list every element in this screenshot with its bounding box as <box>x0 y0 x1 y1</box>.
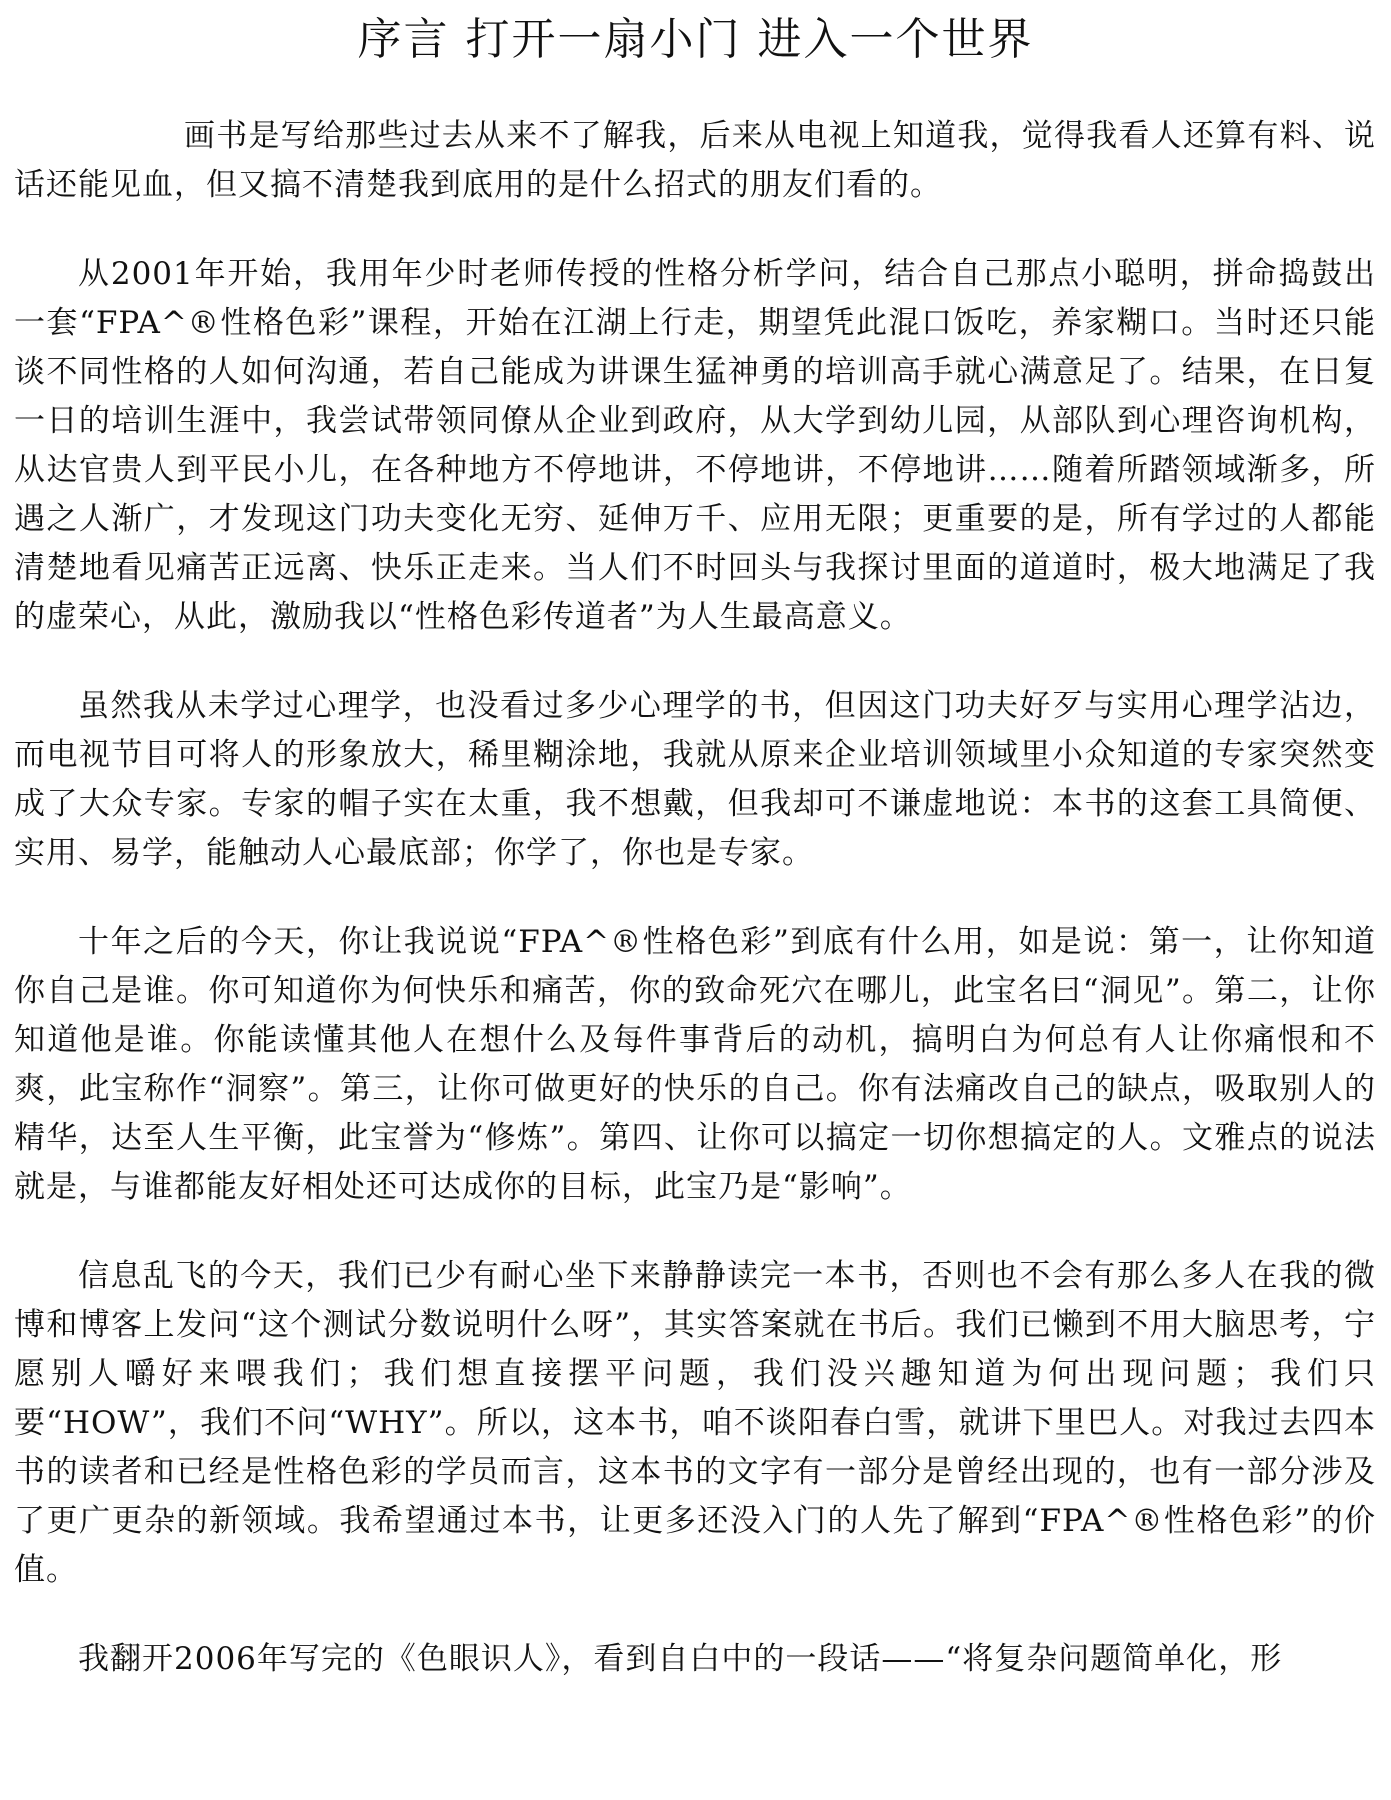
paragraph-3: 虽然我从未学过心理学，也没看过多少心理学的书，但因这门功夫好歹与实用心理学沾边，而电视节目可将人的形象放大，稀里糊涂地，我就从原来企业培训领域里小众知道的专家突然变成了大众专家。专家的帽子实在太重，我不想戴，但我却可不谦虚地说：本书的这套工具简便、实用、易学，能触动人心最底部；你学了，你也是专家。 <box>14 688 1376 871</box>
paragraph-2: 从2001年开始，我用年少时老师传授的性格分析学问，结合自己那点小聪明，拼命捣鼓出一套“FPA^®性格色彩”课程，开始在江湖上行走，期望凭此混口饭吃，养家糊口。当时还只能谈不同性格的人如何沟通，若自己能成为讲课生猛神勇的培训高手就心满意足了。结果，在日复一日的培训生涯中，我尝试带领同僚从企业到政府，从大学到幼儿园，从部队到心理咨询机构，从达官贵人到平民小儿，在各种地方不停地讲，不停地讲，不停地讲……随着所踏领域渐多，所遇之人渐广，才发现这门功夫变化无穷、延伸万千、应用无限；更重要的是，所有学过的人都能清楚地看见痛苦正远离、快乐正走来。当人们不时回头与我探讨里面的道道时，极大地满足了我的虚荣心，从此，激励我以“性格色彩传道者”为人生最高意义。 <box>14 256 1376 635</box>
paragraph-4: 十年之后的今天，你让我说说“FPA^®性格色彩”到底有什么用，如是说：第一，让你知道你自己是谁。你可知道你为何快乐和痛苦，你的致命死穴在哪儿，此宝名曰“洞见”。第二，让你知道他是谁。你能读懂其他人在想什么及每件事背后的动机，搞明白为何总有人让你痛恨和不爽，此宝称作“洞察”。第三，让你可做更好的快乐的自己。你有法痛改自己的缺点，吸取别人的精华，达至人生平衡，此宝誉为“修炼”。第四、让你可以搞定一切你想搞定的人。文雅点的说法就是，与谁都能友好相处还可达成你的目标，此宝乃是“影响”。 <box>14 924 1376 1205</box>
paragraph-5: 信息乱飞的今天，我们已少有耐心坐下来静静读完一本书，否则也不会有那么多人在我的微博和博客上发问“这个测试分数说明什么呀”，其实答案就在书后。我们已懒到不用大脑思考，宁愿别人嚼好来喂我们；我们想直接摆平问题，我们没兴趣知道为何出现问题；我们只要“HOW”，我们不问“WHY”。所以，这本书，咱不谈阳春白雪，就讲下里巴人。对我过去四本书的读者和已经是性格色彩的学员而言，这本书的文字有一部分是曾经出现的，也有一部分涉及了更广更杂的新领域。我希望通过本书，让更多还没入门的人先了解到“FPA^®性格色彩”的价值。 <box>14 1258 1376 1588</box>
paragraph-6: 我翻开2006年写完的《色眼识人》，看到自白中的一段话——“将复杂问题简单化，形 <box>78 1641 1283 1677</box>
body-text <box>14 112 1376 1724</box>
paragraph-1: 画书是写给那些过去从来不了解我，后来从电视上知道我，觉得我看人还算有料、说话还能见血，但又搞不清楚我到底用的是什么招式的朋友们看的。 <box>14 118 1376 203</box>
page-title: 序言 打开一扇小门 进入一个世界 <box>357 14 1034 65</box>
